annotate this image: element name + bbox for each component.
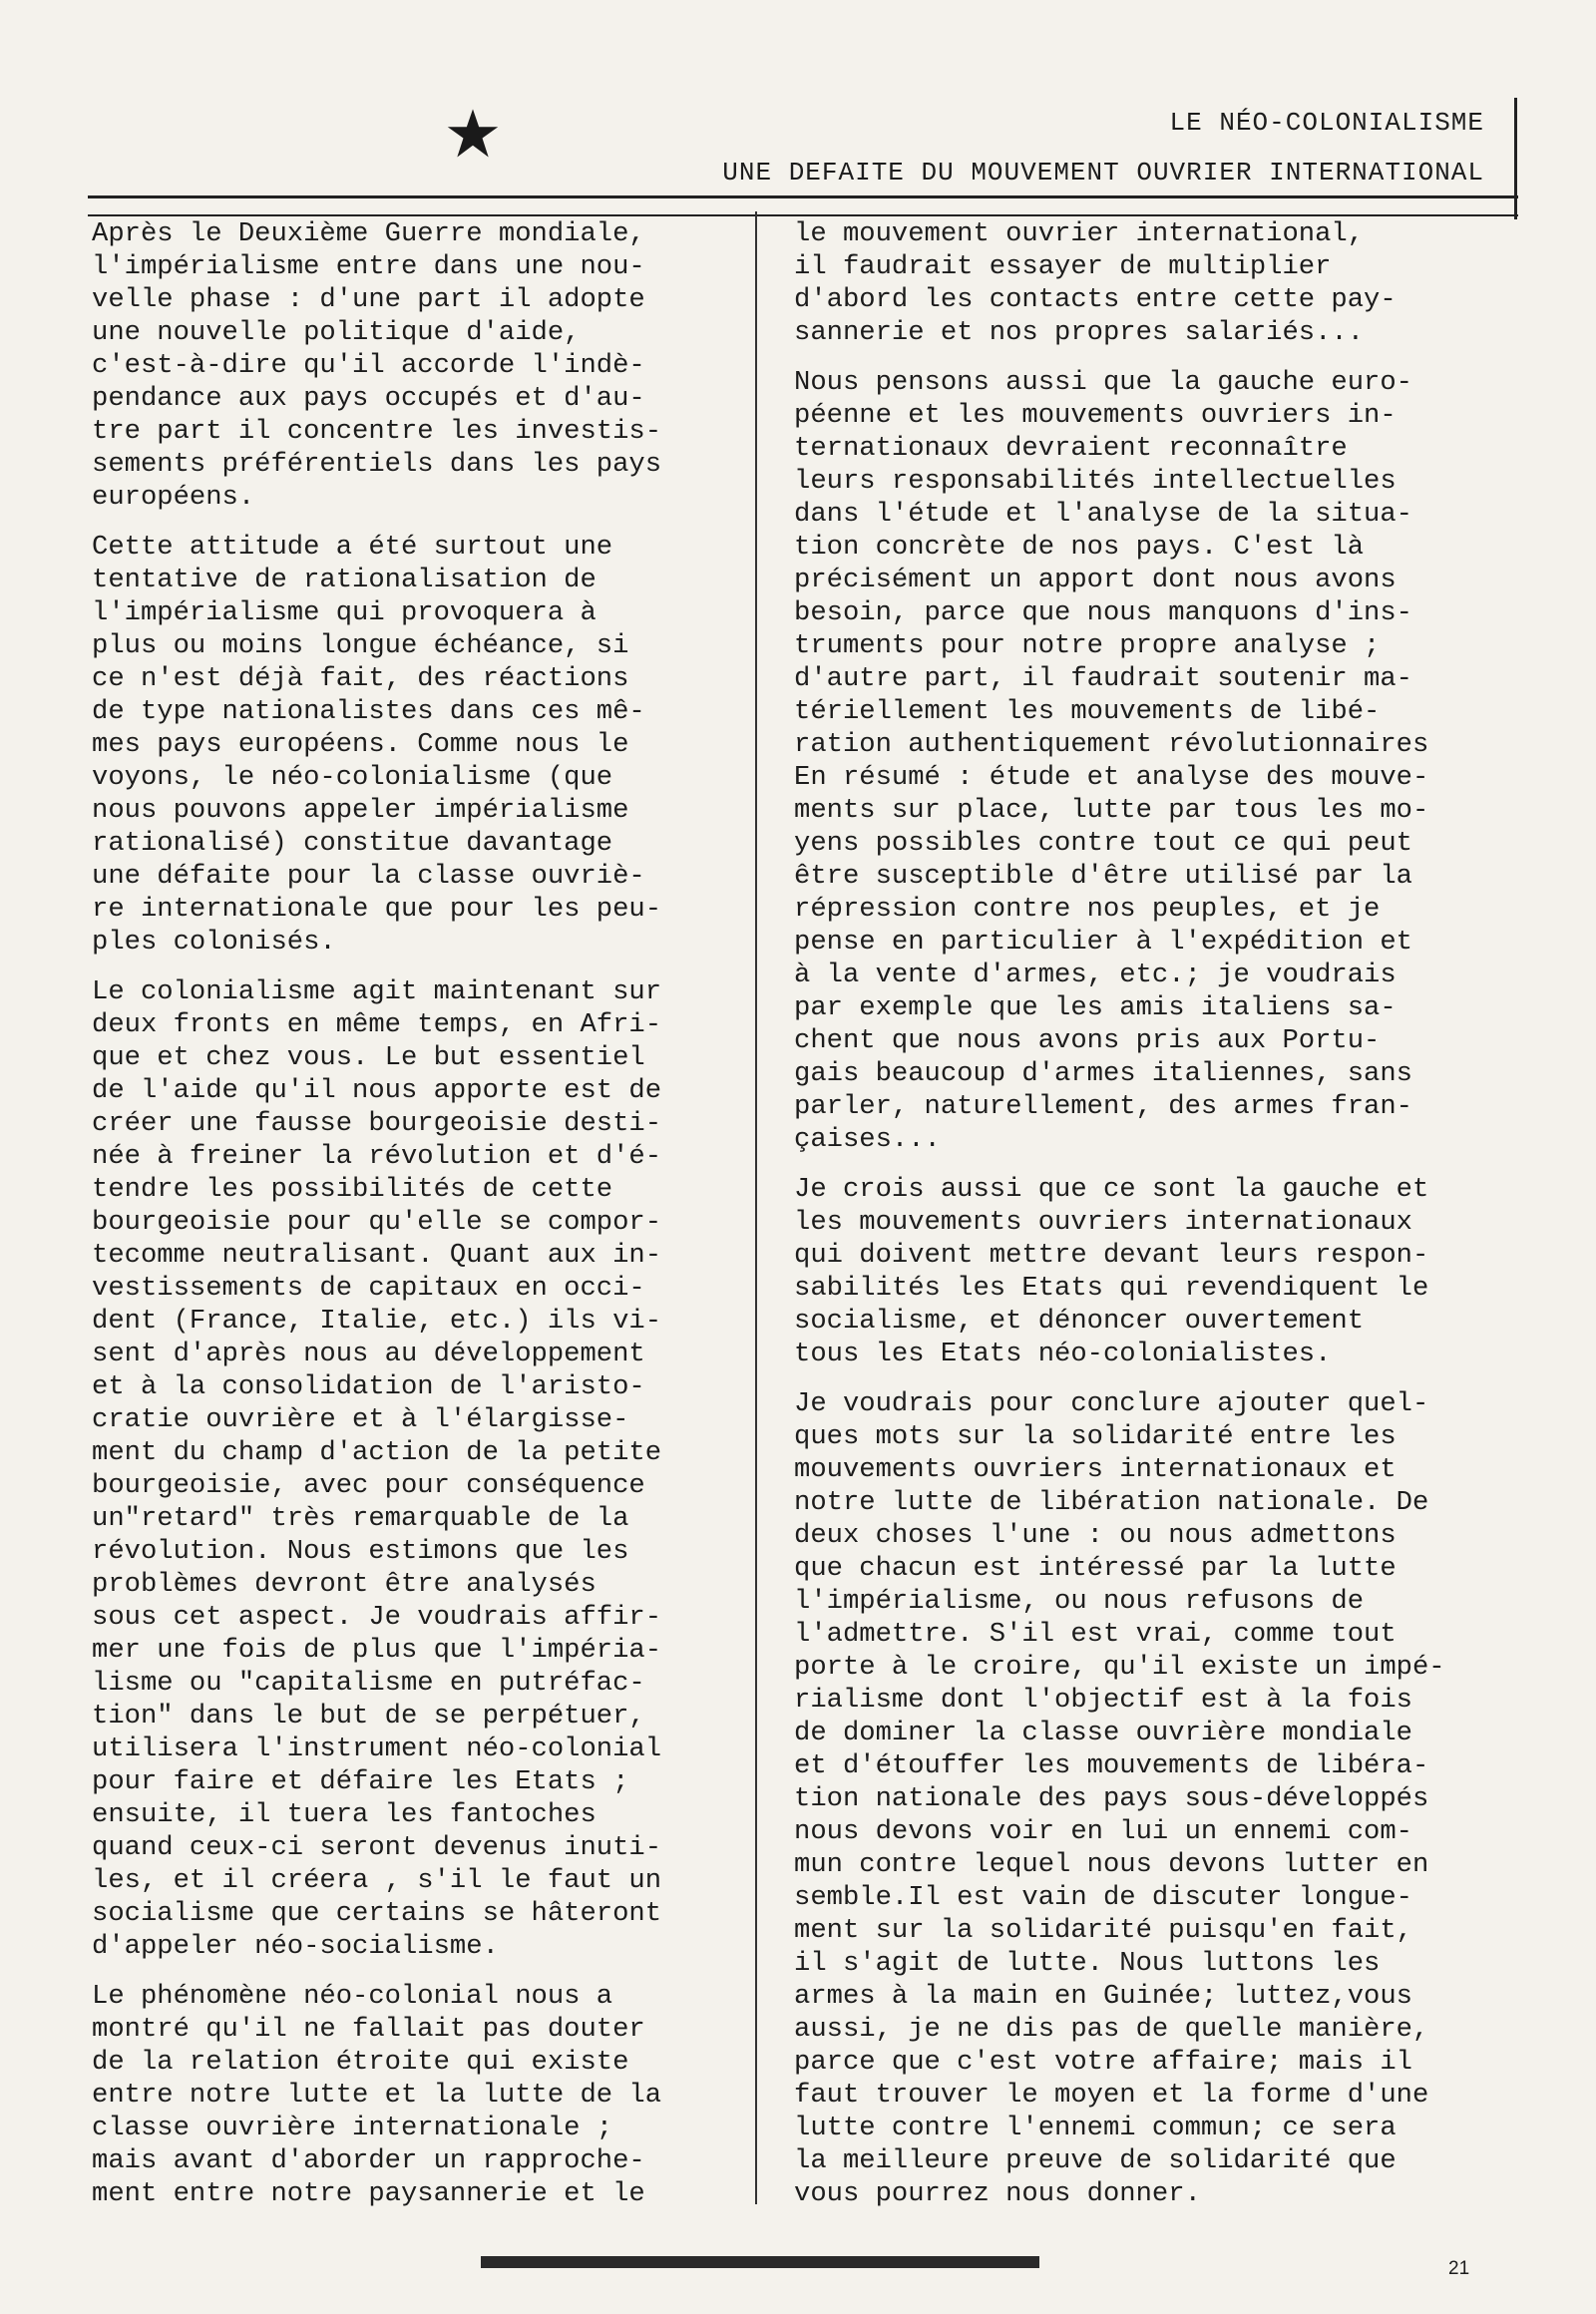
- text-line: l'impérialisme entre dans une nou-: [92, 251, 645, 282]
- text-line: mun contre lequel nous devons lutter en: [794, 1849, 1429, 1880]
- header-vertical-rule: [1514, 98, 1517, 219]
- text-line: tecomme neutralisant. Quant aux in-: [92, 1240, 662, 1271]
- text-line: d'abord les contacts entre cette pay-: [794, 284, 1396, 315]
- text-line: utilisera l'instrument néo-colonial: [92, 1734, 662, 1764]
- text-line: problèmes devront être analysés: [92, 1569, 597, 1600]
- text-line: deux fronts en même temps, en Afri-: [92, 1009, 662, 1040]
- text-line: bourgeoisie, avec pour conséquence: [92, 1470, 645, 1501]
- text-line: sements préférentiels dans les pays: [92, 449, 662, 480]
- text-line: de dominer la classe ouvrière mondiale: [794, 1718, 1412, 1748]
- text-line: péenne et les mouvements ouvriers in-: [794, 400, 1396, 431]
- text-line: d'appeler néo-socialisme.: [92, 1931, 499, 1962]
- text-line: l'impérialisme, ou nous refusons de: [794, 1586, 1365, 1617]
- text-line: ment sur la solidarité puisqu'en fait,: [794, 1915, 1412, 1946]
- text-line: vestissements de capitaux en occi-: [92, 1273, 645, 1304]
- text-line: mais avant d'aborder un rapproche-: [92, 2145, 645, 2176]
- text-line: ples colonisés.: [92, 927, 336, 958]
- text-line: cratie ouvrière et à l'élargisse-: [92, 1404, 629, 1435]
- text-line: rationalisé) constitue davantage: [92, 828, 613, 859]
- article-header: [722, 98, 1484, 197]
- text-line: çaises...: [794, 1124, 941, 1155]
- text-line: chent que nous avons pris aux Portu-: [794, 1025, 1381, 1056]
- text-line: aussi, je ne dis pas de quelle manière,: [794, 2014, 1429, 2045]
- right-column: [794, 217, 1512, 2227]
- top-rule: [88, 195, 1518, 198]
- text-line: l'impérialisme qui provoquera à: [92, 597, 597, 628]
- text-line: ques mots sur la solidarité entre les: [794, 1421, 1396, 1452]
- text-line: sous cet aspect. Je voudrais affir-: [92, 1602, 662, 1633]
- text-line: parce que c'est votre affaire; mais il: [794, 2047, 1412, 2078]
- text-line: mer une fois de plus que l'impéria-: [92, 1635, 662, 1666]
- text-line: vous pourrez nous donner.: [794, 2178, 1201, 2209]
- text-line: sent d'après nous au développement: [92, 1339, 645, 1369]
- text-line: velle phase : d'une part il adopte: [92, 284, 645, 315]
- text-line: socialisme que certains se hâteront: [92, 1898, 662, 1929]
- text-line: parler, naturellement, des armes fran-: [794, 1091, 1412, 1122]
- text-line: plus ou moins longue échéance, si: [92, 630, 629, 661]
- text-line: mouvements ouvriers internationaux et: [794, 1454, 1396, 1485]
- text-line: yens possibles contre tout ce qui peut: [794, 828, 1412, 859]
- text-line: re internationale que pour les peu-: [92, 894, 662, 925]
- text-line: armes à la main en Guinée; luttez,vous: [794, 1981, 1412, 2012]
- text-line: tion concrète de nos pays. C'est là: [794, 532, 1365, 563]
- text-line: faut trouver le moyen et la forme d'une: [794, 2080, 1429, 2111]
- text-line: entre notre lutte et la lutte de la: [92, 2080, 662, 2111]
- text-line: et d'étouffer les mouvements de libéra-: [794, 1750, 1429, 1781]
- text-line: l'admettre. S'il est vrai, comme tout: [794, 1619, 1396, 1650]
- text-line: de type nationalistes dans ces mê-: [92, 696, 645, 727]
- text-line: qui doivent mettre devant leurs respon-: [794, 1240, 1429, 1271]
- text-line: tous les Etats néo-colonialistes.: [794, 1339, 1332, 1369]
- text-line: tre part il concentre les investis-: [92, 416, 662, 447]
- text-line: tendre les possibilités de cette: [92, 1174, 613, 1205]
- text-line: Je crois aussi que ce sont la gauche et: [794, 1174, 1429, 1205]
- text-line: pense en particulier à l'expédition et: [794, 927, 1412, 958]
- text-line: et à la consolidation de l'aristo-: [92, 1371, 645, 1402]
- text-line: besoin, parce que nous manquons d'ins-: [794, 597, 1412, 628]
- text-line: de l'aide qu'il nous apporte est de: [92, 1075, 662, 1106]
- text-line: ment du champ d'action de la petite: [92, 1437, 662, 1468]
- paragraph: [794, 217, 1512, 349]
- text-line: répression contre nos peuples, et je: [794, 894, 1381, 925]
- text-line: que et chez vous. Le but essentiel: [92, 1042, 645, 1073]
- text-line: semble.Il est vain de discuter longue-: [794, 1882, 1412, 1913]
- text-line: notre lutte de libération nationale. De: [794, 1487, 1429, 1518]
- text-line: que chacun est intéressé par la lutte: [794, 1553, 1396, 1584]
- text-line: tentative de rationalisation de: [92, 565, 597, 595]
- paragraph: [92, 531, 742, 959]
- text-line: c'est-à-dire qu'il accorde l'indè-: [92, 350, 645, 381]
- text-line: ce n'est déjà fait, des réactions: [92, 663, 629, 694]
- text-line: mes pays européens. Comme nous le: [92, 729, 629, 760]
- text-line: ment entre notre paysannerie et le: [92, 2178, 645, 2209]
- text-line: tériellement les mouvements de libé-: [794, 696, 1381, 727]
- text-line: socialisme, et dénoncer ouvertement: [794, 1306, 1365, 1337]
- text-line: tion nationale des pays sous-développés: [794, 1783, 1429, 1814]
- page-number: 21: [1448, 2258, 1470, 2279]
- text-line: une défaite pour la classe ouvriè-: [92, 861, 645, 892]
- text-line: être susceptible d'être utilisé par la: [794, 861, 1412, 892]
- text-line: montré qu'il ne fallait pas douter: [92, 2014, 645, 2045]
- text-line: Cette attitude a été surtout une: [92, 532, 613, 563]
- text-line: truments pour notre propre analyse ;: [794, 630, 1381, 661]
- text-line: une nouvelle politique d'aide,: [92, 317, 581, 348]
- text-line: classe ouvrière internationale ;: [92, 2113, 613, 2143]
- text-line: les mouvements ouvriers internationaux: [794, 1207, 1412, 1238]
- text-line: de la relation étroite qui existe: [92, 2047, 629, 2078]
- text-line: dent (France, Italie, etc.) ils vi-: [92, 1306, 662, 1337]
- text-line: il s'agit de lutte. Nous luttons les: [794, 1948, 1381, 1979]
- text-line: précisément un apport dont nous avons: [794, 565, 1396, 595]
- text-line: lisme ou "capitalisme en putréfac-: [92, 1668, 645, 1699]
- left-column: [92, 217, 742, 2227]
- text-line: deux choses l'une : ou nous admettons: [794, 1520, 1396, 1551]
- text-line: révolution. Nous estimons que les: [92, 1536, 629, 1567]
- paragraph: [794, 1173, 1512, 1370]
- text-line: voyons, le néo-colonialisme (que: [92, 762, 613, 793]
- text-line: ensuite, il tuera les fantoches: [92, 1799, 597, 1830]
- header-title: LE NÉO-COLONIALISME: [1169, 108, 1484, 138]
- text-line: pour faire et défaire les Etats ;: [92, 1766, 629, 1797]
- text-line: porte à le croire, qu'il existe un impé-: [794, 1652, 1445, 1683]
- text-line: quand ceux-ci seront devenus inuti-: [92, 1832, 662, 1863]
- header-subtitle: UNE DEFAITE DU MOUVEMENT OUVRIER INTERNATIONAL: [722, 158, 1484, 188]
- text-line: sannerie et nos propres salariés...: [794, 317, 1365, 348]
- paragraph: [92, 1980, 742, 2210]
- text-line: créer une fausse bourgeoisie desti-: [92, 1108, 662, 1139]
- text-line: ternationaux devraient reconnaître: [794, 433, 1348, 464]
- text-line: nous pouvons appeler impérialisme: [92, 795, 629, 826]
- text-line: Le colonialisme agit maintenant sur: [92, 976, 662, 1007]
- text-line: ration authentiquement révolutionnaires: [794, 729, 1429, 760]
- text-line: européens.: [92, 482, 255, 513]
- text-line: bourgeoisie pour qu'elle se compor-: [92, 1207, 662, 1238]
- text-line: les, et il créera , s'il le faut un: [92, 1865, 662, 1896]
- footer-bar: [481, 2256, 1039, 2268]
- text-line: d'autre part, il faudrait soutenir ma-: [794, 663, 1412, 694]
- text-line: il faudrait essayer de multiplier: [794, 251, 1332, 282]
- text-line: gais beaucoup d'armes italiennes, sans: [794, 1058, 1412, 1089]
- paragraph: [794, 366, 1512, 1156]
- text-line: lutte contre l'ennemi commun; ce sera: [794, 2113, 1396, 2143]
- text-line: un"retard" très remarquable de la: [92, 1503, 629, 1534]
- paragraph: [794, 1387, 1512, 2210]
- text-line: sabilités les Etats qui revendiquent le: [794, 1273, 1429, 1304]
- column-divider: [755, 211, 757, 2204]
- paragraph: [92, 217, 742, 514]
- text-line: ments sur place, lutte par tous les mo-: [794, 795, 1429, 826]
- text-line: rialisme dont l'objectif est à la fois: [794, 1685, 1412, 1716]
- text-line: Nous pensons aussi que la gauche euro-: [794, 367, 1412, 398]
- text-line: née à freiner la révolution et d'é-: [92, 1141, 662, 1172]
- text-line: nous devons voir en lui un ennemi com-: [794, 1816, 1412, 1847]
- text-line: par exemple que les amis italiens sa-: [794, 992, 1396, 1023]
- star-icon: [445, 106, 501, 162]
- text-line: le mouvement ouvrier international,: [794, 218, 1365, 249]
- text-line: leurs responsabilités intellectuelles: [794, 466, 1396, 497]
- paragraph: [92, 975, 742, 1963]
- text-line: dans l'étude et l'analyse de la situa-: [794, 499, 1412, 530]
- text-line: tion" dans le but de se perpétuer,: [92, 1701, 645, 1732]
- text-line: Le phénomène néo-colonial nous a: [92, 1981, 613, 2012]
- text-line: pendance aux pays occupés et d'au-: [92, 383, 645, 414]
- text-line: Je voudrais pour conclure ajouter quel-: [794, 1388, 1429, 1419]
- text-line: En résumé : étude et analyse des mouve-: [794, 762, 1429, 793]
- text-line: Après le Deuxième Guerre mondiale,: [92, 218, 645, 249]
- text-line: à la vente d'armes, etc.; je voudrais: [794, 960, 1396, 990]
- text-line: la meilleure preuve de solidarité que: [794, 2145, 1396, 2176]
- top-rule-secondary: [88, 214, 1518, 216]
